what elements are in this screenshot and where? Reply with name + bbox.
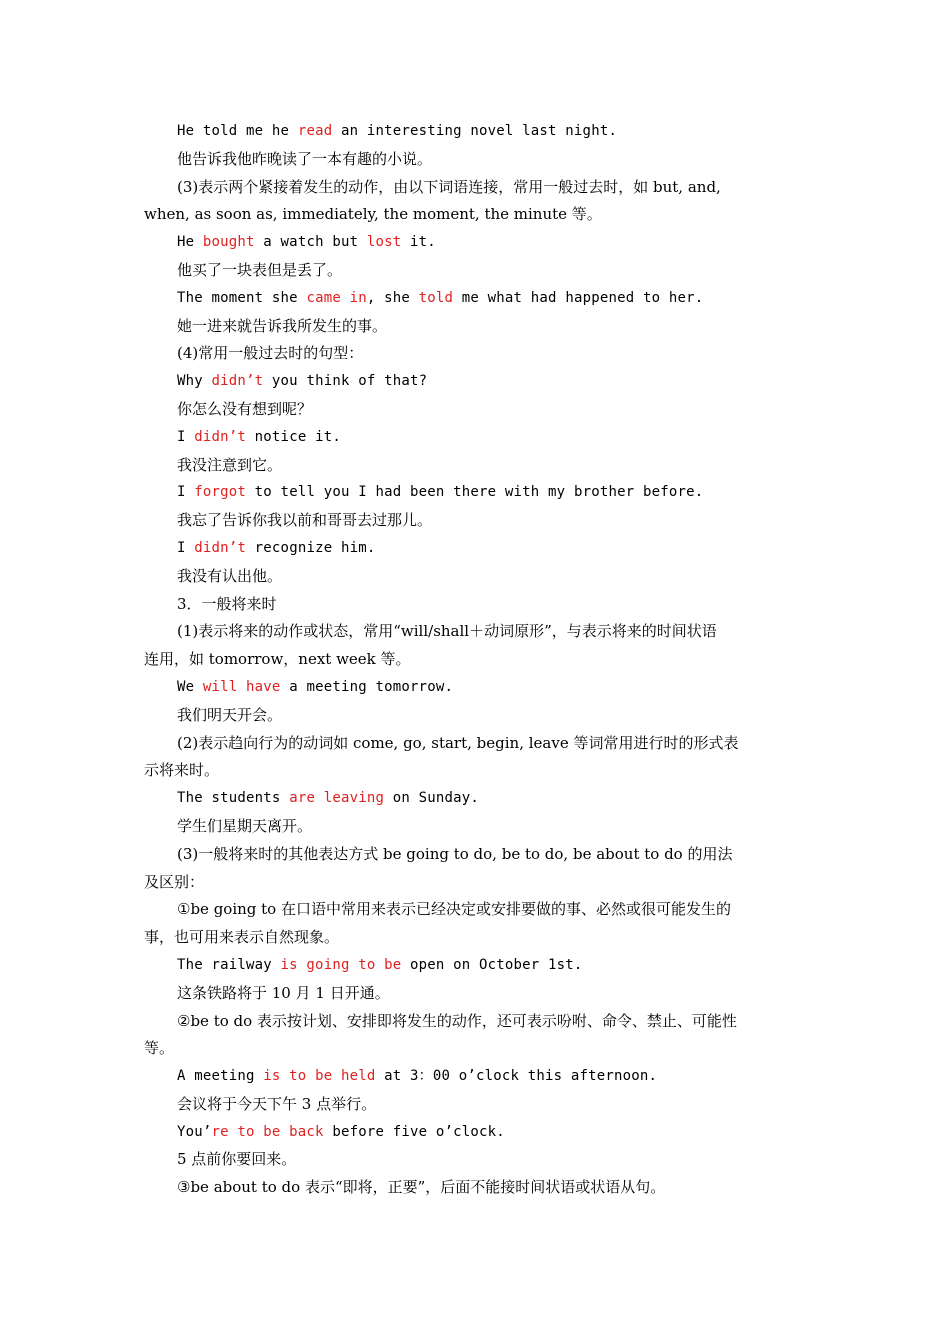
text-line: [177, 563, 807, 591]
text-line: [177, 424, 807, 452]
highlighted-verb: didn’t: [194, 539, 247, 556]
text-segment: open on October 1st.: [401, 956, 583, 973]
text-segment: I: [177, 484, 195, 501]
text-line: [177, 1174, 807, 1202]
text-segment: before five o’clock.: [323, 1123, 505, 1140]
text-segment: to tell you I had been there with my brother before.: [246, 484, 704, 501]
text-segment: He told me he: [177, 123, 298, 139]
text-segment: 我忘了告诉你我以前和哥哥去过那儿。: [177, 511, 433, 530]
text-segment: I: [177, 539, 195, 556]
text-line: [177, 785, 807, 813]
text-line: [177, 146, 807, 174]
text-line: [177, 841, 807, 869]
text-line: [177, 535, 807, 563]
text-segment: an interesting novel last night.: [332, 123, 618, 139]
text-line: [144, 924, 807, 952]
text-line: [177, 507, 807, 535]
text-segment: ①be going to 在口语中常用来表示已经决定或安排要做的事、必然或很可能发生的: [177, 900, 731, 919]
text-line: [177, 452, 807, 480]
text-line: [144, 757, 807, 785]
text-segment: You’: [177, 1123, 212, 1140]
text-segment: 你怎么没有想到呢？: [177, 399, 313, 418]
highlighted-verb: came in: [306, 289, 367, 306]
highlighted-verb: forgot: [194, 484, 247, 501]
text-segment: 3．一般将来时: [177, 594, 277, 613]
text-line: [177, 952, 807, 980]
text-line: [177, 980, 807, 1008]
text-segment: A meeting: [177, 1068, 264, 1085]
text-segment: at 3：00 o’clock this afternoon.: [375, 1068, 658, 1085]
text-line: [177, 368, 807, 396]
text-line: [177, 118, 807, 146]
text-line: [177, 813, 807, 841]
text-segment: (1)表示将来的动作或状态，常用“will/shall＋动词原形”，与表示将来的时间状语: [177, 622, 717, 641]
highlighted-verb: is to be held: [263, 1068, 376, 1085]
text-line: [177, 1119, 807, 1147]
text-segment: a meeting tomorrow.: [280, 678, 454, 695]
text-segment: you think of that?: [263, 373, 428, 390]
text-segment: 我没有认出他。: [177, 566, 283, 585]
text-segment: The moment she: [177, 289, 307, 306]
text-segment: when, as soon as, immediately, the moment, the minute 等。: [144, 205, 602, 224]
text-line: [177, 730, 807, 758]
text-segment: me what had happened to her.: [453, 289, 704, 306]
highlighted-verb: re to be back: [211, 1123, 324, 1140]
text-segment: , she: [366, 289, 419, 306]
text-segment: 5 点前你要回来。: [177, 1150, 297, 1169]
text-segment: on Sunday.: [384, 790, 480, 807]
text-segment: 示将来时。: [144, 761, 220, 780]
text-segment: He: [177, 234, 203, 251]
text-line: [177, 285, 807, 313]
highlighted-verb: lost: [366, 234, 402, 251]
highlighted-verb: read: [297, 123, 333, 139]
text-line: [177, 340, 807, 368]
text-segment: 这条铁路将于 10 月 1 日开通。: [177, 983, 390, 1002]
highlighted-verb: didn’t: [194, 428, 247, 445]
text-segment: it.: [401, 234, 436, 251]
text-line: [177, 702, 807, 730]
text-line: [144, 1035, 807, 1063]
text-segment: 我们明天开会。: [177, 705, 283, 724]
text-segment: (4)常用一般过去时的句型：: [177, 344, 364, 363]
text-segment: (2)表示趋向行为的动词如 come, go, start, begin, leave 等词常用进行时的形式表: [177, 733, 739, 752]
text-segment: ③be about to do 表示“即将，正要”，后面不能接时间状语或状语从句。: [177, 1178, 666, 1197]
highlighted-verb: didn’t: [211, 373, 264, 390]
text-segment: ②be to do 表示按计划、安排即将发生的动作，还可表示吩咐、命令、禁止、可能性: [177, 1011, 737, 1030]
text-line: [177, 479, 807, 507]
text-line: [177, 313, 807, 341]
highlighted-verb: told: [418, 289, 454, 306]
text-segment: (3)表示两个紧接着发生的动作，由以下词语连接，常用一般过去时，如 but, and,: [177, 177, 721, 196]
text-line: [177, 1091, 807, 1119]
text-segment: recognize him.: [246, 539, 376, 556]
text-line: [177, 1063, 807, 1091]
document-page: [0, 118, 950, 1202]
text-segment: 连用，如 tomorrow，next week 等。: [144, 650, 411, 669]
text-line: [177, 396, 807, 424]
text-segment: (3)一般将来时的其他表达方式 be going to do, be to do, be about to do 的用法: [177, 844, 733, 863]
text-line: [177, 229, 807, 257]
text-line: [144, 201, 807, 229]
text-segment: 他告诉我他昨晚读了一本有趣的小说。: [177, 149, 433, 168]
text-segment: We: [177, 678, 203, 695]
text-line: [144, 646, 807, 674]
text-segment: I: [177, 428, 195, 445]
text-segment: The students: [177, 790, 290, 807]
text-segment: Why: [177, 373, 212, 390]
text-line: [177, 257, 807, 285]
text-segment: 她一进来就告诉我所发生的事。: [177, 316, 388, 335]
text-segment: 等。: [144, 1039, 175, 1058]
text-segment: a watch but: [254, 234, 367, 251]
text-segment: 我没注意到它。: [177, 455, 283, 474]
text-segment: 他买了一块表但是丢了。: [177, 260, 343, 279]
highlighted-verb: will have: [202, 678, 281, 695]
text-line: [177, 674, 807, 702]
text-line: [144, 869, 807, 897]
text-line: [177, 1146, 807, 1174]
highlighted-verb: bought: [202, 234, 255, 251]
highlighted-verb: is going to be: [280, 956, 402, 973]
text-line: [177, 174, 807, 202]
text-line: [177, 896, 807, 924]
text-line: [177, 1008, 807, 1036]
text-segment: The railway: [177, 956, 281, 973]
text-line: [177, 591, 807, 619]
text-segment: 学生们星期天离开。: [177, 816, 313, 835]
text-segment: 及区别：: [144, 872, 205, 891]
text-segment: 会议将于今天下午 3 点举行。: [177, 1094, 377, 1113]
text-segment: 事，也可用来表示自然现象。: [144, 928, 340, 947]
text-segment: notice it.: [246, 428, 341, 445]
text-line: [177, 618, 807, 646]
highlighted-verb: are leaving: [289, 790, 385, 807]
